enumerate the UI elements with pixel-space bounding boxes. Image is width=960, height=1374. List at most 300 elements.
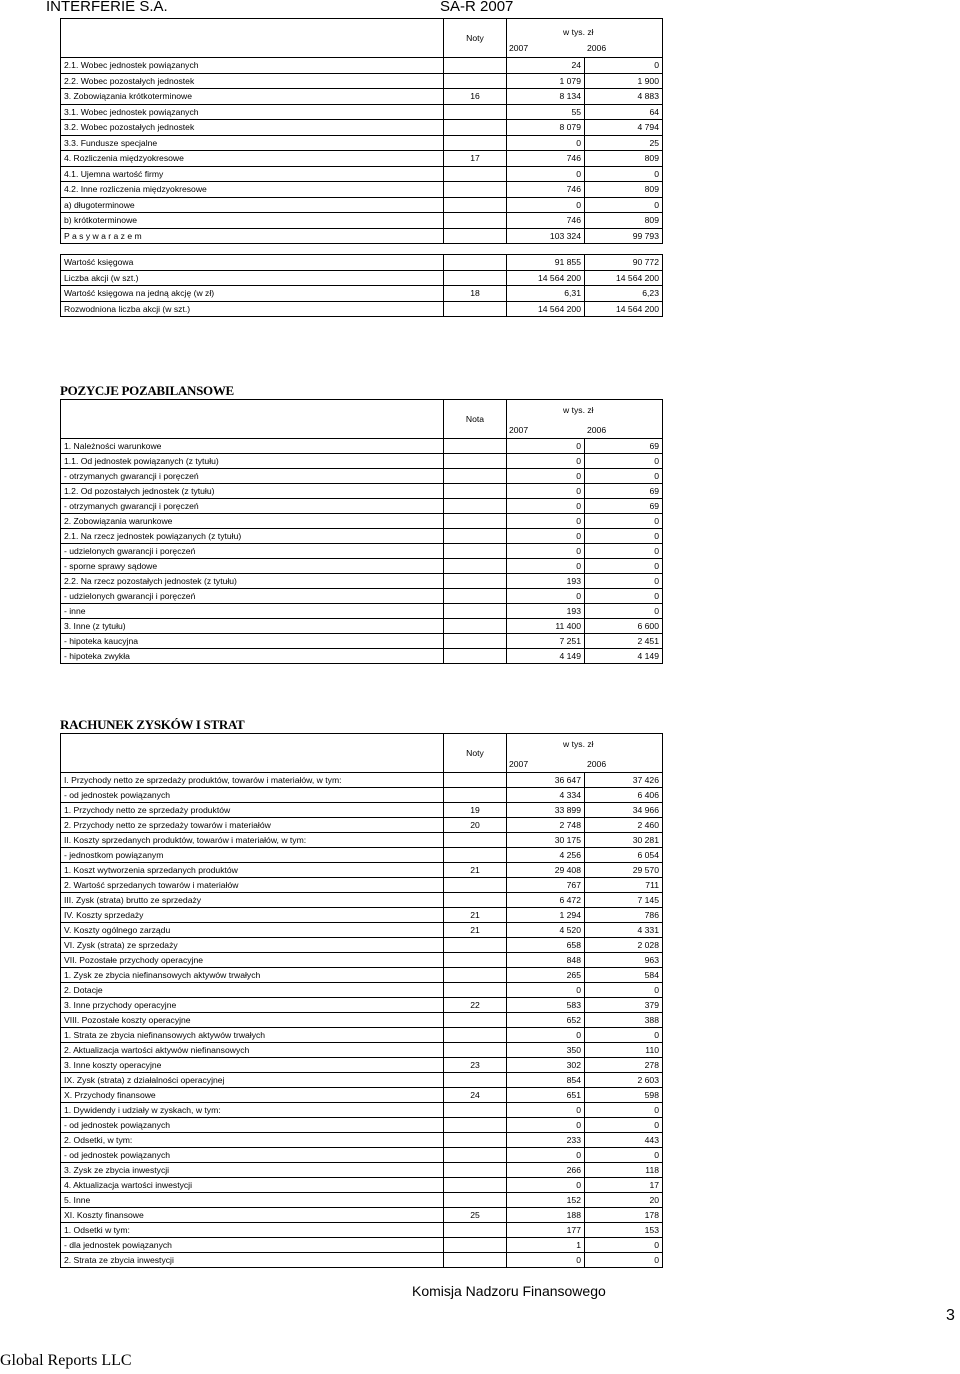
row-label: 1. Przychody netto ze sprzedaży produktów (61, 803, 444, 818)
row-label: 4. Aktualizacja wartości inwestycji (61, 1178, 444, 1193)
row-note (444, 1133, 507, 1148)
row-note (444, 878, 507, 893)
value-2007: 265 (507, 968, 585, 983)
row-note (444, 938, 507, 953)
row-note (444, 589, 507, 604)
row-note: 22 (444, 998, 507, 1013)
value-2007: 4 149 (507, 649, 585, 664)
table-row (61, 848, 663, 863)
value-2006: 0 (585, 983, 663, 998)
table-row (61, 104, 663, 120)
value-2006: 0 (585, 166, 663, 182)
offbalance-table (60, 399, 663, 664)
table-row (61, 968, 663, 983)
table-row (61, 1223, 663, 1238)
row-label: 3. Zobowiązania krótkoterminowe (61, 89, 444, 105)
value-2006: 4 149 (585, 649, 663, 664)
row-note (444, 574, 507, 589)
page-number: 3 (946, 1307, 955, 1324)
value-2006: 118 (585, 1163, 663, 1178)
table-row (61, 58, 663, 74)
row-note (444, 1118, 507, 1133)
row-note: 24 (444, 1088, 507, 1103)
row-note (444, 1163, 507, 1178)
row-label: 2. Strata ze zbycia inwestycji (61, 1253, 444, 1268)
value-2007: 8 134 (507, 89, 585, 105)
value-2007: 55 (507, 104, 585, 120)
value-2006: 379 (585, 998, 663, 1013)
row-label: - dla jednostek powiązanych (61, 1238, 444, 1253)
value-2006: 809 (585, 151, 663, 167)
row-label: 4.1. Ujemna wartość firmy (61, 166, 444, 182)
row-note (444, 1043, 507, 1058)
row-note (444, 1238, 507, 1253)
row-label: - od jednostek powiązanych (61, 1148, 444, 1163)
value-2006: 99 793 (585, 228, 663, 244)
row-label: 3.1. Wobec jednostek powiązanych (61, 104, 444, 120)
table-row (61, 1253, 663, 1268)
row-note (444, 604, 507, 619)
value-2007: 652 (507, 1013, 585, 1028)
row-note (444, 439, 507, 454)
value-2006: 0 (585, 454, 663, 469)
value-2007: 0 (507, 559, 585, 574)
pnl-table (60, 733, 663, 1268)
unit-label: w tys. zł (563, 405, 594, 415)
table-row (61, 1118, 663, 1133)
value-2007: 658 (507, 938, 585, 953)
row-label: 1. Dywidendy i udziały w zyskach, w tym: (61, 1103, 444, 1118)
offbalance-title: POZYCJE POZABILANSOWE (60, 383, 234, 398)
row-note (444, 953, 507, 968)
table-row (61, 803, 663, 818)
table-row (61, 604, 663, 619)
table-row (61, 1058, 663, 1073)
table-row (61, 1073, 663, 1088)
value-2007: 0 (507, 529, 585, 544)
report-code: SA-R 2007 (440, 0, 514, 15)
value-2007: 6 472 (507, 893, 585, 908)
value-2007: 188 (507, 1208, 585, 1223)
value-2006: 0 (585, 1103, 663, 1118)
value-2006: 0 (585, 1148, 663, 1163)
table-row (61, 1043, 663, 1058)
row-note (444, 213, 507, 229)
row-label: 1. Strata ze zbycia niefinansowych aktywów trwałych (61, 1028, 444, 1043)
value-2007: 350 (507, 1043, 585, 1058)
row-label: - udzielonych gwarancji i poręczeń (61, 589, 444, 604)
period-header (507, 734, 663, 773)
row-label: III. Zysk (strata) brutto ze sprzedaży (61, 893, 444, 908)
table-row (61, 1013, 663, 1028)
row-label: - od jednostek powiązanych (61, 1118, 444, 1133)
table-row (61, 649, 663, 664)
value-2007: 4 256 (507, 848, 585, 863)
row-label: 2.2. Wobec pozostałych jednostek (61, 73, 444, 89)
value-2007: 302 (507, 1058, 585, 1073)
row-label: 3.3. Fundusze specjalne (61, 135, 444, 151)
row-label: 3. Inne (z tytułu) (61, 619, 444, 634)
table-row (61, 833, 663, 848)
row-note (444, 529, 507, 544)
value-2006: 4 883 (585, 89, 663, 105)
value-2006: 90 772 (585, 255, 663, 271)
row-note (444, 619, 507, 634)
noty-header: Noty (444, 734, 507, 773)
row-label: Wartość księgowa (61, 255, 444, 271)
row-note (444, 58, 507, 74)
value-2006: 278 (585, 1058, 663, 1073)
value-2007: 4 334 (507, 788, 585, 803)
row-note: 25 (444, 1208, 507, 1223)
value-2006: 0 (585, 469, 663, 484)
year-2007: 2007 (509, 425, 529, 435)
row-label: II. Koszty sprzedanych produktów, towarów i materiałów, w tym: (61, 833, 444, 848)
row-note: 18 (444, 286, 507, 302)
table-row (61, 878, 663, 893)
value-2007: 152 (507, 1193, 585, 1208)
row-note: 16 (444, 89, 507, 105)
table-row (61, 286, 663, 302)
row-label: 4. Rozliczenia międzyokresowe (61, 151, 444, 167)
year-2007: 2007 (509, 43, 529, 53)
value-2006: 0 (585, 544, 663, 559)
row-label: 1.2. Od pozostałych jednostek (z tytułu) (61, 484, 444, 499)
row-note (444, 197, 507, 213)
value-2007: 0 (507, 439, 585, 454)
table-row (61, 73, 663, 89)
row-label: XI. Koszty finansowe (61, 1208, 444, 1223)
table-row (61, 908, 663, 923)
table-row (61, 589, 663, 604)
row-note: 21 (444, 908, 507, 923)
table-row (61, 574, 663, 589)
value-2007: 767 (507, 878, 585, 893)
row-label: 3. Zysk ze zbycia inwestycji (61, 1163, 444, 1178)
table-row (61, 619, 663, 634)
row-label: 2. Wartość sprzedanych towarów i materiałów (61, 878, 444, 893)
table-header (61, 734, 663, 773)
table-row (61, 120, 663, 136)
value-2007: 7 251 (507, 634, 585, 649)
value-2006: 153 (585, 1223, 663, 1238)
row-label: 5. Inne (61, 1193, 444, 1208)
row-label: - otrzymanych gwarancji i poręczeń (61, 499, 444, 514)
table-row (61, 818, 663, 833)
row-note (444, 454, 507, 469)
value-2007: 0 (507, 197, 585, 213)
row-note (444, 73, 507, 89)
value-2007: 1 294 (507, 908, 585, 923)
book-value-table (60, 254, 663, 317)
value-2007: 8 079 (507, 120, 585, 136)
row-label: 2.1. Na rzecz jednostek powiązanych (z tytułu) (61, 529, 444, 544)
row-note (444, 1253, 507, 1268)
noty-header: Noty (444, 19, 507, 58)
value-2006: 34 966 (585, 803, 663, 818)
row-label: 3. Inne koszty operacyjne (61, 1058, 444, 1073)
table-row (61, 499, 663, 514)
row-label: - udzielonych gwarancji i poręczeń (61, 544, 444, 559)
value-2007: 29 408 (507, 863, 585, 878)
year-2006: 2006 (587, 759, 607, 769)
value-2006: 178 (585, 1208, 663, 1223)
row-note (444, 1193, 507, 1208)
value-2007: 583 (507, 998, 585, 1013)
row-label: Liczba akcji (w szt.) (61, 270, 444, 286)
row-note (444, 968, 507, 983)
table-row (61, 270, 663, 286)
value-2007: 0 (507, 1028, 585, 1043)
row-note: 21 (444, 863, 507, 878)
value-2007: 0 (507, 514, 585, 529)
row-note (444, 788, 507, 803)
row-note (444, 544, 507, 559)
nota-header: Nota (444, 400, 507, 439)
table-row (61, 89, 663, 105)
value-2006: 69 (585, 439, 663, 454)
row-note (444, 983, 507, 998)
value-2006: 786 (585, 908, 663, 923)
value-2006: 0 (585, 1253, 663, 1268)
value-2006: 6 406 (585, 788, 663, 803)
value-2007: 0 (507, 454, 585, 469)
value-2006: 0 (585, 1238, 663, 1253)
table-row (61, 1088, 663, 1103)
table-row (61, 983, 663, 998)
value-2007: 33 899 (507, 803, 585, 818)
table-row (61, 151, 663, 167)
row-label: 1. Zysk ze zbycia niefinansowych aktywów trwałych (61, 968, 444, 983)
row-label: VI. Zysk (strata) ze sprzedaży (61, 938, 444, 953)
value-2007: 0 (507, 1253, 585, 1268)
value-2006: 0 (585, 58, 663, 74)
value-2007: 103 324 (507, 228, 585, 244)
value-2006: 17 (585, 1178, 663, 1193)
row-label: - otrzymanych gwarancji i poręczeń (61, 469, 444, 484)
row-note (444, 848, 507, 863)
value-2006: 711 (585, 878, 663, 893)
table-header (61, 400, 663, 439)
table-row (61, 953, 663, 968)
table-row (61, 135, 663, 151)
row-label: b) krótkoterminowe (61, 213, 444, 229)
brand-name: Global Reports LLC (0, 1352, 132, 1369)
value-2007: 6,31 (507, 286, 585, 302)
value-2007: 14 564 200 (507, 270, 585, 286)
table-row (61, 1133, 663, 1148)
value-2007: 0 (507, 484, 585, 499)
value-2007: 30 175 (507, 833, 585, 848)
value-2007: 0 (507, 1118, 585, 1133)
row-label: 3.2. Wobec pozostałych jednostek (61, 120, 444, 136)
value-2006: 2 603 (585, 1073, 663, 1088)
value-2006: 0 (585, 1118, 663, 1133)
liabilities-table (60, 18, 663, 244)
value-2006: 0 (585, 604, 663, 619)
period-header (507, 19, 663, 58)
row-label: 1. Koszt wytworzenia sprzedanych produktów (61, 863, 444, 878)
value-2006: 0 (585, 197, 663, 213)
table-row (61, 213, 663, 229)
row-note (444, 469, 507, 484)
value-2006: 4 331 (585, 923, 663, 938)
value-2006: 20 (585, 1193, 663, 1208)
value-2007: 0 (507, 1178, 585, 1193)
value-2006: 4 794 (585, 120, 663, 136)
value-2007: 11 400 (507, 619, 585, 634)
value-2007: 0 (507, 469, 585, 484)
row-label: 2. Aktualizacja wartości aktywów niefinansowych (61, 1043, 444, 1058)
value-2006: 6 600 (585, 619, 663, 634)
table-row (61, 923, 663, 938)
value-2006: 0 (585, 529, 663, 544)
row-note (444, 634, 507, 649)
row-label: 2.2. Na rzecz pozostałych jednostek (z tytułu) (61, 574, 444, 589)
value-2007: 746 (507, 182, 585, 198)
table-row (61, 255, 663, 271)
row-note: 20 (444, 818, 507, 833)
value-2007: 0 (507, 983, 585, 998)
row-note (444, 182, 507, 198)
table-row (61, 1178, 663, 1193)
row-label: - sporne sprawy sądowe (61, 559, 444, 574)
table-row (61, 1028, 663, 1043)
value-2006: 809 (585, 182, 663, 198)
row-note (444, 514, 507, 529)
row-note (444, 1073, 507, 1088)
row-note: 17 (444, 151, 507, 167)
value-2006: 0 (585, 514, 663, 529)
row-note (444, 499, 507, 514)
value-2006: 14 564 200 (585, 301, 663, 317)
value-2006: 37 426 (585, 773, 663, 788)
value-2006: 2 460 (585, 818, 663, 833)
value-2007: 0 (507, 499, 585, 514)
row-label: X. Przychody finansowe (61, 1088, 444, 1103)
value-2006: 963 (585, 953, 663, 968)
row-label: 3. Inne przychody operacyjne (61, 998, 444, 1013)
period-header (507, 400, 663, 439)
value-2007: 177 (507, 1223, 585, 1238)
value-2007: 0 (507, 544, 585, 559)
value-2007: 0 (507, 589, 585, 604)
value-2007: 854 (507, 1073, 585, 1088)
value-2007: 651 (507, 1088, 585, 1103)
row-note (444, 301, 507, 317)
table-row (61, 1193, 663, 1208)
row-label: 4.2. Inne rozliczenia międzyokresowe (61, 182, 444, 198)
table-row (61, 544, 663, 559)
value-2007: 848 (507, 953, 585, 968)
value-2006: 7 145 (585, 893, 663, 908)
row-label: 1. Odsetki w tym: (61, 1223, 444, 1238)
value-2007: 233 (507, 1133, 585, 1148)
value-2006: 443 (585, 1133, 663, 1148)
table-row (61, 1148, 663, 1163)
row-note (444, 773, 507, 788)
row-label: 2. Zobowiązania warunkowe (61, 514, 444, 529)
row-label: IX. Zysk (strata) z działalności operacyjnej (61, 1073, 444, 1088)
row-note (444, 1028, 507, 1043)
row-note: 23 (444, 1058, 507, 1073)
value-2007: 193 (507, 574, 585, 589)
table-row (61, 938, 663, 953)
table-row (61, 514, 663, 529)
row-note (444, 270, 507, 286)
row-note (444, 559, 507, 574)
value-2007: 24 (507, 58, 585, 74)
row-note (444, 135, 507, 151)
row-label: V. Koszty ogólnego zarządu (61, 923, 444, 938)
value-2006: 29 570 (585, 863, 663, 878)
value-2007: 4 520 (507, 923, 585, 938)
table-row (61, 469, 663, 484)
table-row (61, 634, 663, 649)
value-2007: 1 079 (507, 73, 585, 89)
table-row (61, 773, 663, 788)
value-2006: 6 054 (585, 848, 663, 863)
value-2006: 69 (585, 499, 663, 514)
table-header (61, 19, 663, 58)
footer-authority: Komisja Nadzoru Finansowego (412, 1283, 606, 1299)
table-row (61, 893, 663, 908)
value-2006: 1 900 (585, 73, 663, 89)
value-2006: 30 281 (585, 833, 663, 848)
table-row (61, 439, 663, 454)
row-label: VII. Pozostałe przychody operacyjne (61, 953, 444, 968)
value-2007: 0 (507, 135, 585, 151)
value-2007: 0 (507, 166, 585, 182)
table-row (61, 788, 663, 803)
table-row (61, 1208, 663, 1223)
row-label: VIII. Pozostałe koszty operacyjne (61, 1013, 444, 1028)
row-label: - jednostkom powiązanym (61, 848, 444, 863)
value-2006: 69 (585, 484, 663, 499)
value-2006: 0 (585, 559, 663, 574)
value-2007: 2 748 (507, 818, 585, 833)
row-label: - od jednostek powiązanych (61, 788, 444, 803)
value-2006: 809 (585, 213, 663, 229)
pnl-title: RACHUNEK ZYSKÓW I STRAT (60, 717, 245, 732)
row-label: 1. Należności warunkowe (61, 439, 444, 454)
row-note (444, 1013, 507, 1028)
table-row (61, 182, 663, 198)
row-label: - hipoteka kaucyjna (61, 634, 444, 649)
row-label: 2. Odsetki, w tym: (61, 1133, 444, 1148)
value-2007: 746 (507, 213, 585, 229)
row-note (444, 1223, 507, 1238)
value-2006: 6,23 (585, 286, 663, 302)
value-2007: 193 (507, 604, 585, 619)
table-row (61, 998, 663, 1013)
table-row (61, 484, 663, 499)
year-2006: 2006 (587, 43, 607, 53)
value-2006: 14 564 200 (585, 270, 663, 286)
row-note (444, 484, 507, 499)
table-row (61, 1163, 663, 1178)
table-row (61, 529, 663, 544)
value-2006: 0 (585, 574, 663, 589)
value-2007: 266 (507, 1163, 585, 1178)
value-2006: 584 (585, 968, 663, 983)
table-row (61, 197, 663, 213)
value-2007: 36 647 (507, 773, 585, 788)
row-note (444, 166, 507, 182)
row-label: P a s y w a r a z e m (61, 228, 444, 244)
value-2006: 2 451 (585, 634, 663, 649)
value-2006: 25 (585, 135, 663, 151)
